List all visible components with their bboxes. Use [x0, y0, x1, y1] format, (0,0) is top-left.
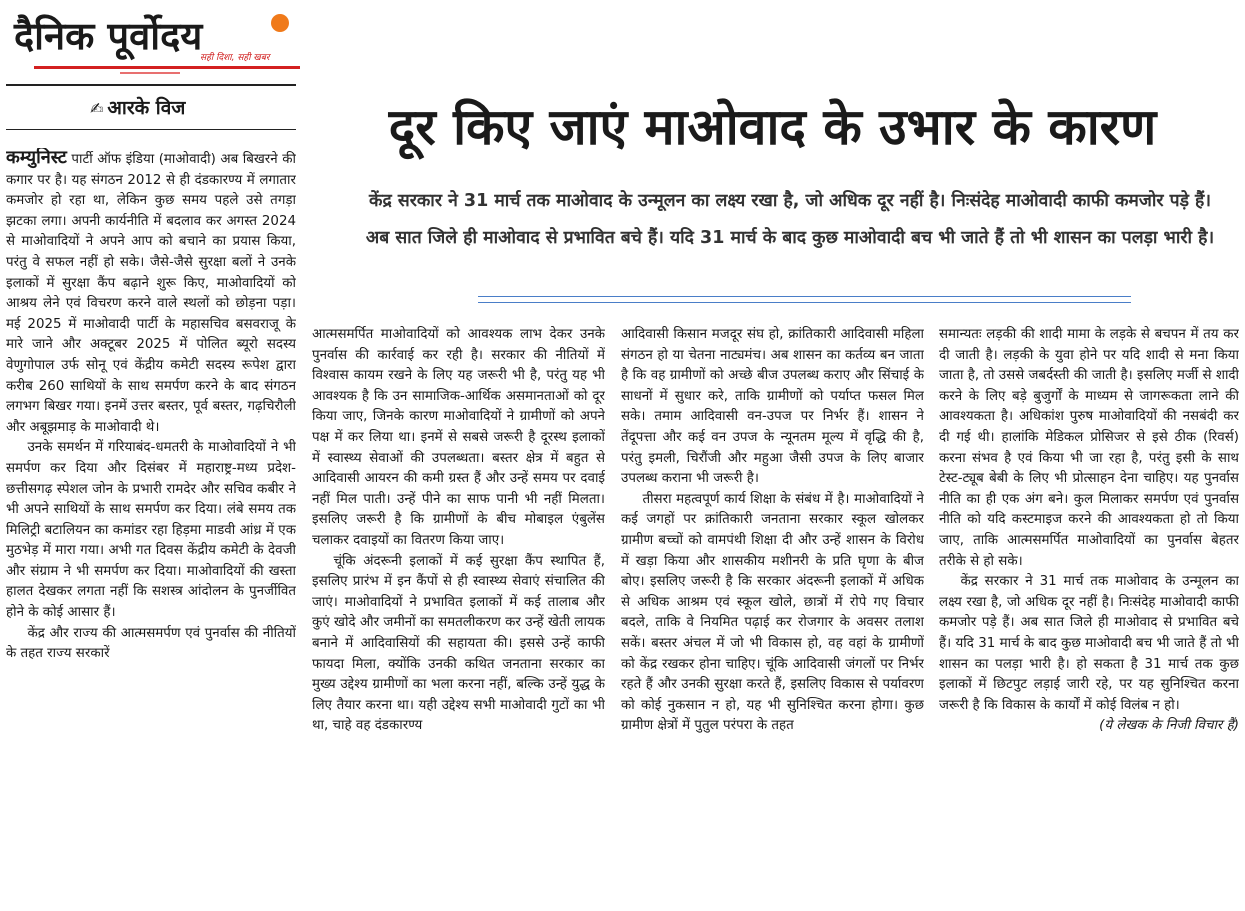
column-2-paragraph-1: आत्मसमर्पित माओवादियों को आवश्यक लाभ देकर उनके पुनर्वास की कार्रवाई कर रही है। सरकार की नीतियों में विश्वास कायम रखने के लिए यह जरूरी भी है, परंतु यह भी आवश्यक है कि उन सामाजिक-आर्थिक असमानताओं को दूर किया जाए, जिनके कारण माओवादियों ने ग्रामीणों को अपने पक्ष में कर लिया था। इनमें से सबसे जरूरी है दूरस्थ इलाकों में स्वास्थ्य सेवाओं की उपलब्धता। बस्तर क्षेत्र में बहुत से आदिवासी आयरन की कमी ग्रस्त हैं और उन्हें समय पर दवाई नहीं मिल पाती। उन्हें पीने का साफ पानी भी नहीं मिलता। इसलिए जरूरी है कि ग्रामीणों के बीच मोबाइल एंबुलेंस चलाकर दवाइयों का वितरण किया जाए। [312, 327, 605, 548]
lead-word: कम्युनिस्ट [6, 148, 67, 168]
masthead-tagline: सही दिशा, सही खबर [200, 53, 270, 63]
byline [90, 94, 185, 120]
deck-rule-top [478, 296, 1131, 297]
column-4-paragraph-1: समान्यतः लड़की की शादी मामा के लड़के से बचपन में तय कर दी जाती है। लड़की के युवा होने पर यदि शादी से मना किया जाता है, तो उससे जबर्दस्ती की जाती है। इसलिए मर्जी से शादी करने के लिए बड़े बुजुर्गों के माध्यम से जागरूकता लाने की आवश्यकता है। अधिकांश पुरुष माओवादियों की नसबंदी कर दी गई थी। हालांकि मेडिकल प्रोसिजर से इसे ठीक (रिवर्स) करना संभव है एवं किया भी जा रहा है, परंतु इसी के साथ टेस्ट-ट्यूब बेबी के लिए भी प्रोत्साहन देना चाहिए। यह पुनर्वास नीति का ही एक अंग बने। कुल मिलाकर समर्पण एवं पुनर्वास नीति को यदि कस्टमाइज करने की आवश्यकता हो तो किया जाए, ताकि आत्मसमर्पित माओवादियों का पुनर्वास बेहतर तरीके से हो सके। [939, 327, 1239, 569]
masthead-red-bar [34, 66, 300, 69]
article-column-2 [312, 325, 605, 908]
byline-top-rule [6, 84, 296, 86]
intro-deck: केंद्र सरकार ने 31 मार्च तक माओवाद के उन्मूलन का लक्ष्य रखा है, जो अधिक दूर नहीं है। निःसंदेह माओवादी काफी कमजोर पड़े हैं। अब सात जिले ही माओवाद से प्रभावित बचे हैं। यदि 31 मार्च के बाद कुछ माओवादी बच भी जाते हैं तो भी शासन का पलड़ा भारी है। [365, 191, 1215, 248]
column-4-paragraph-2: केंद्र सरकार ने 31 मार्च तक माओवाद के उन्मूलन का लक्ष्य रखा है, जो अधिक दूर नहीं है। निःसंदेह माओवादी काफी कमजोर पड़े हैं। अब सात जिले ही माओवाद से प्रभावित बचे हैं। यदि 31 मार्च के बाद कुछ माओवादी बच भी जाते हैं तो भी शासन का पलड़ा भारी है। हो सकता है 31 मार्च तक कुछ इलाकों में छिटपुट लड़ाई जारी रहे, पर यह सुनिश्चित करना जरूरी है कि विकास के कार्यों में कोई विलंब न हो। [939, 574, 1239, 713]
article-column-4 [939, 325, 1239, 908]
author-disclaimer: (ये लेखक के निजी विचार हैं) [1099, 718, 1239, 734]
column-1-paragraph-2: उनके समर्थन में गरियाबंद-धमतरी के माओवादियों ने भी समर्पण कर दिया और दिसंबर में महाराष्ट्र-मध्य प्रदेश-छत्तीसगढ़ स्पेशल जोन के प्रभारी रामदेर और सचिव कबीर ने भी अपने साथियों के साथ समर्पण कर दिया। लंबे समय तक मिलिट्री बटालियन का कमांडर रहा हिड़मा माडवी आंध्र में एक मुठभेड़ में मारा गया। अभी गत दिवस केंद्रीय कमेटी के देवजी और संग्राम ने भी समर्पण कर दिया। माओवादियों की खस्ता हालत देखकर लगता नहीं कि सशस्त्र आंदोलन के पुनर्जीवित होने के कोई आसार हैं। [6, 440, 296, 621]
headline: दूर किए जाएं माओवाद के उभार के कारण [388, 98, 1157, 156]
pen-icon: ✍ [90, 99, 104, 118]
deck-rule-bottom [478, 302, 1131, 303]
column-1-paragraph-1 [6, 148, 296, 438]
sun-icon [271, 14, 289, 32]
byline-author: आरके विज [107, 97, 186, 119]
column-3-paragraph-1: आदिवासी किसान मजदूर संघ हो, क्रांतिकारी आदिवासी महिला संगठन हो या चेतना नाट्यमंच। अब शासन का कर्तव्य बन जाता है कि वह ग्रामीणों को अच्छे बीज उपलब्ध कराए और सिंचाई के साधनों में सुधार करे, ताकि ग्रामीणों को पर्याप्त फसल मिल सके। तमाम आदिवासी वन-उपज पर निर्भर हैं। शासन ने तेंदूपत्ता और कई वन उपज के न्यूनतम मूल्य में वृद्धि की है, परंतु इमली, चिरौंजी और महुआ जैसी उपज के लिए बाजार उपलब्ध कराना भी जरूरी है। [621, 327, 924, 487]
masthead-red-bar-small [120, 72, 180, 74]
column-1-paragraph-3: केंद्र और राज्य की आत्मसमर्पण एवं पुनर्वास की नीतियों के तहत राज्य सरकारें [6, 625, 296, 662]
article-column-1 [6, 148, 296, 908]
masthead-logo-text: दैनिक पूर्वोदय [14, 14, 203, 58]
article-column-3 [621, 325, 924, 908]
byline-bottom-rule [6, 129, 296, 130]
column-1-paragraph-1-text: पार्टी ऑफ इंडिया (माओवादी) अब बिखरने की कगार पर है। यह संगठन 2012 से ही दंडकारण्य में लगातार कमजोर हो रहा था, लेकिन कुछ समय पहले उसे तगड़ा झटका लगा। अपनी कार्यनीति में बदलाव कर अगस्त 2024 से माओवादियों ने अपने आप को बचाने का प्रयास किया, परंतु वे सफल नहीं हो सके। जैसे-जैसे सुरक्षा बलों ने उनके इलाकों में सुरक्षा कैंप बढ़ाने शुरू किए, माओवादियों को आश्रय लेने एवं विचरण करने वाले स्थलों को छोड़ना पड़ा। मई 2025 में माओवादी पार्टी के महासचिव बसवराजू के मारे जाने और अक्टूबर 2025 में पोलित ब्यूरो सदस्य वेणुगोपाल उर्फ सोनू एवं केंद्रीय कमेटी सदस्य रूपेश द्वारा करीब 260 साथियों के साथ समर्पण करने के बाद संगठन लगभग बिखर गया। इनमें उत्तर बस्तर, पूर्व बस्तर, गढ़चिरौली और अबूझमाड़ के माओवादी थे। [6, 152, 296, 435]
column-2-paragraph-2: चूंकि अंदरूनी इलाकों में कई सुरक्षा कैंप स्थापित हैं, इसलिए प्रारंभ में इन कैंपों से ही स्वास्थ्य सेवाएं संचालित की जाएं। माओवादियों ने प्रभावित इलाकों में कई तालाब और कुएं खोदे और जमीनों का समतलीकरण कर उन्हें खेती लायक बनाने में आदिवासियों की सहायता की। इससे उन्हें काफी फायदा मिला, क्योंकि उनकी कथित जनताना सरकार का मुख्य उद्देश्य ग्रामीणों का भला करना नहीं, बल्कि उन्हें युद्ध के लिए तैयार करना था। यही उद्देश्य सभी माओवादी गुटों का भी था, चाहे वह दंडकारण्य [312, 553, 605, 734]
column-3-paragraph-2: तीसरा महत्वपूर्ण कार्य शिक्षा के संबंध में है। माओवादियों ने कई जगहों पर क्रांतिकारी जनताना सरकार स्कूल खोलकर ग्रामीण बच्चों को वामपंथी शिक्षा दी और उन्हें शासन के विरोध में खड़ा किया और शासकीय मशीनरी के प्रति घृणा के बीज बोए। इसलिए जरूरी है कि सरकार अंदरूनी इलाकों में अधिक से अधिक आश्रम एवं स्कूल खोले, छात्रों में रोपे गए विचार बदले, ताकि वे नियमित पढ़ाई कर रोजगार के अवसर तलाश सकें। बस्तर अंचल में जो भी विकास हो, वह वहां के ग्रामीणों को केंद्र रखकर होना चाहिए। चूंकि आदिवासी जंगलों पर निर्भर रहते हैं और उनकी सुरक्षा करते हैं, इसलिए विकास से पर्यावरण को कोई नुकसान न हो, यह भी सुनिश्चित करना होगा। कुछ ग्रामीण क्षेत्रों में पुतुल परंपरा के तहत [621, 491, 924, 734]
